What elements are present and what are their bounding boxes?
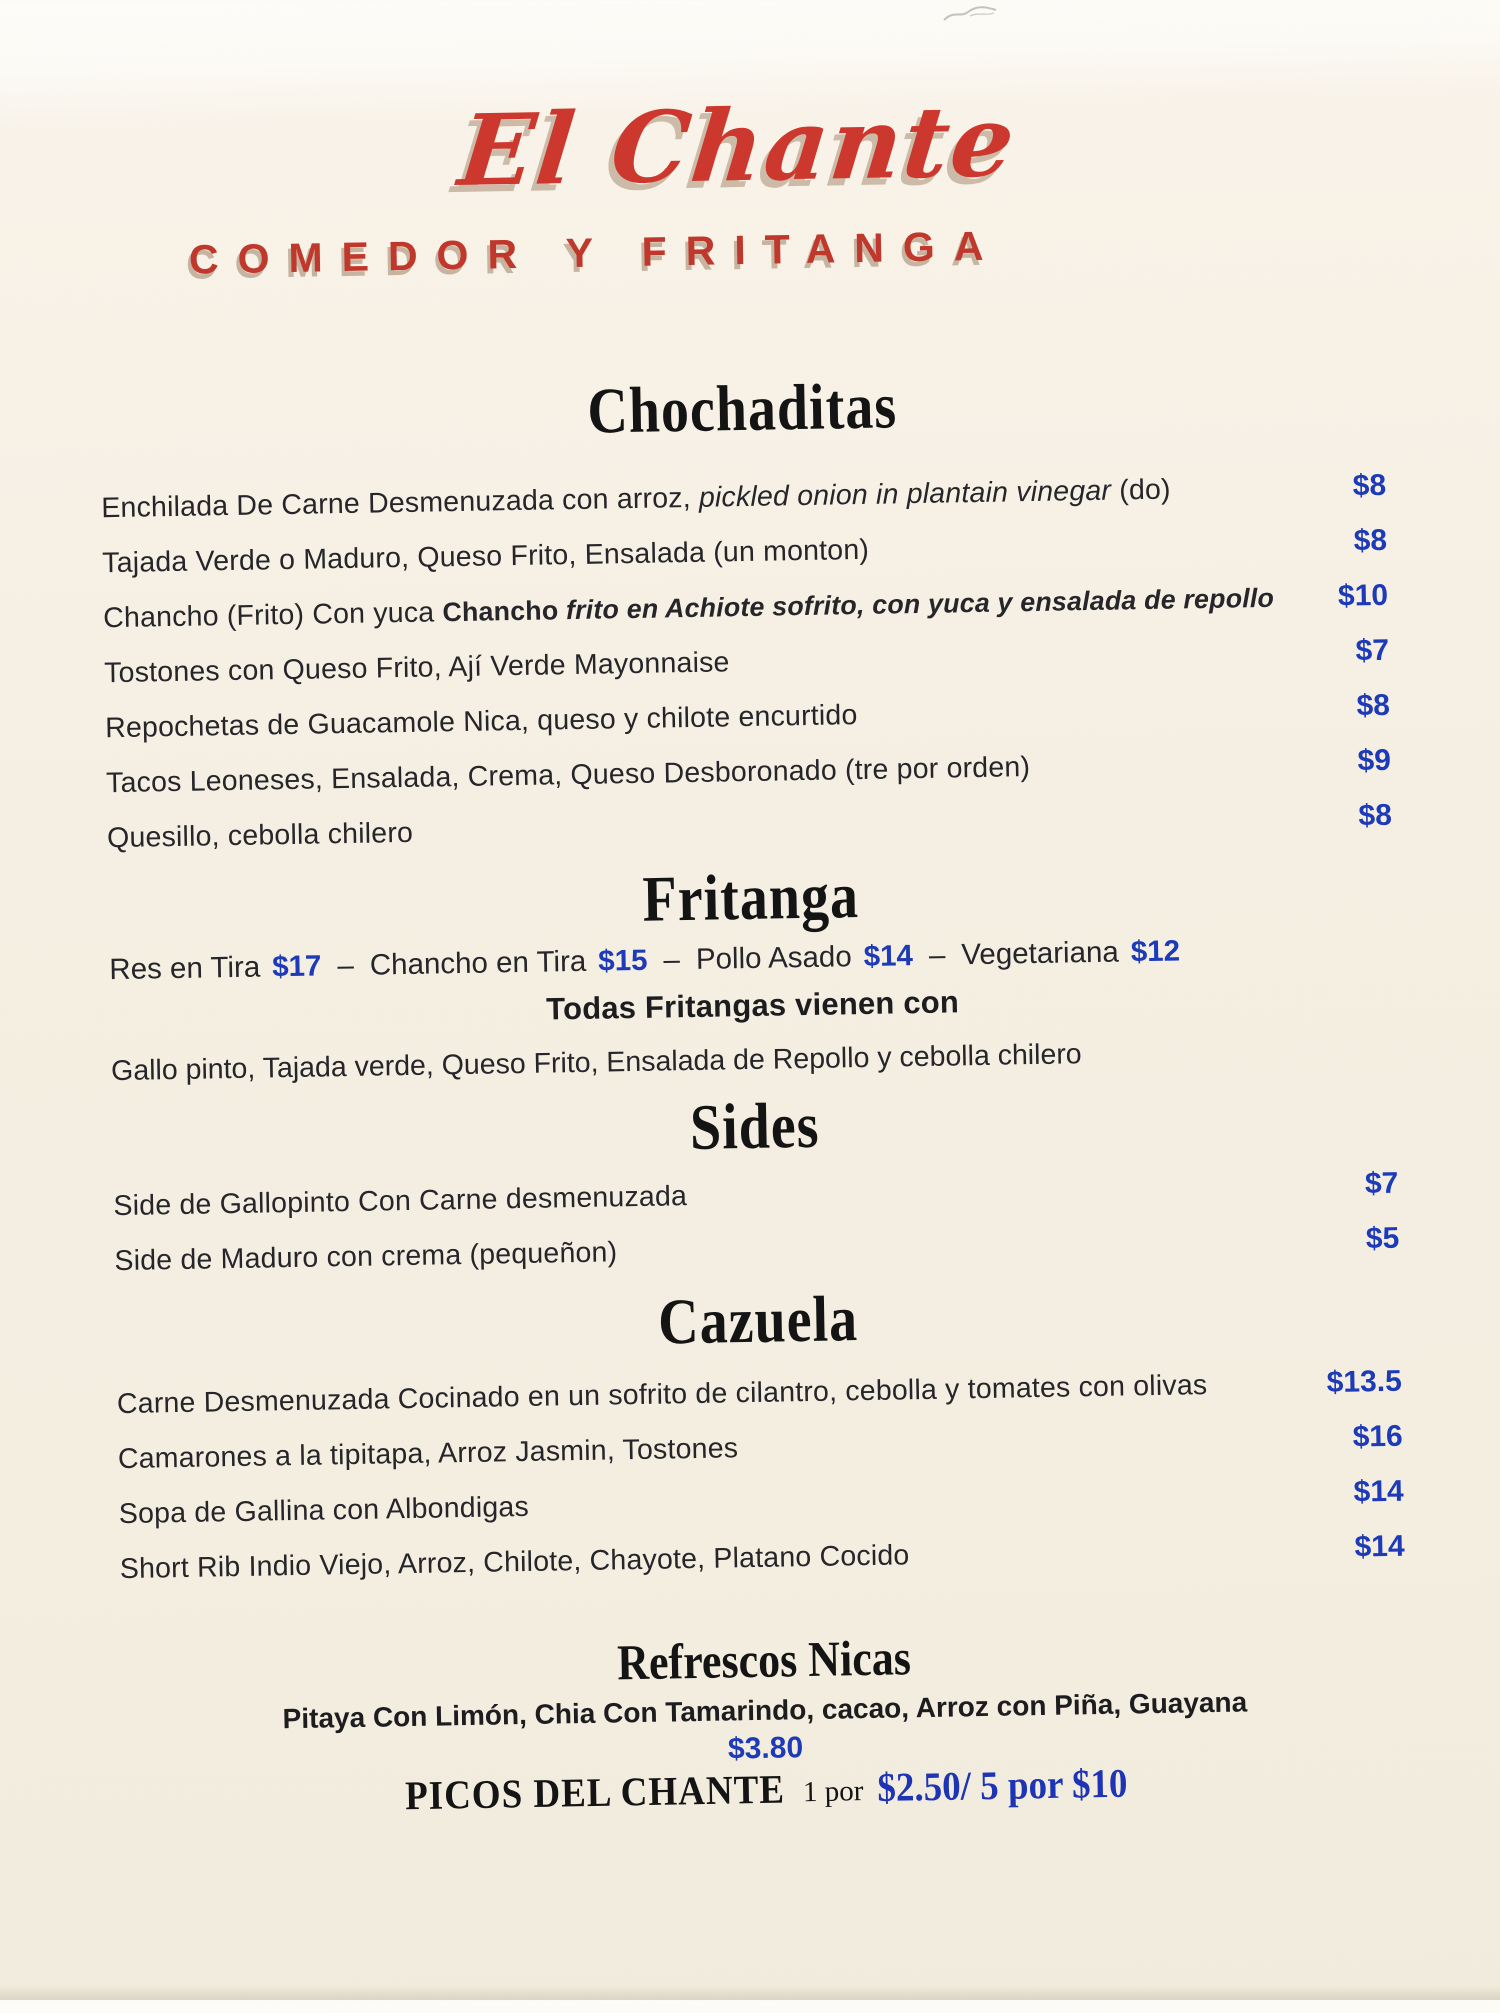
- item-name: Tostones con Queso Frito, Ají Verde Mayonnaise: [103, 646, 730, 690]
- item-name: Sopa de Gallina con Albondigas: [118, 1490, 530, 1530]
- fritanga-option-name: Res en Tira: [109, 950, 261, 987]
- fritanga-option-name: Pollo Asado: [695, 940, 852, 976]
- item-name: Enchilada De Carne Desmenuzada con arroz, pickled onion in plantain vinegar (do): [101, 473, 1171, 525]
- item-price: $8: [1352, 469, 1387, 503]
- item-name: Short Rib Indio Viejo, Arroz, Chilote, Chayote, Platano Cocido: [119, 1539, 910, 1585]
- restaurant-subtitle: COMEDOR Y FRITANGA: [188, 222, 1003, 283]
- item-name: Side de Maduro con crema (pequeñon): [114, 1236, 618, 1278]
- item-name: Side de Gallopinto Con Carne desmenuzada: [113, 1180, 688, 1223]
- fritanga-option-price: $14: [863, 939, 914, 973]
- footer-section: [121, 1625, 1409, 1825]
- fritanga-option-name: Vegetariana: [961, 935, 1120, 972]
- section-chochaditas: [101, 459, 1393, 866]
- item-price: $10: [1337, 579, 1389, 614]
- fritanga-option-price: $17: [271, 949, 322, 984]
- separator-dash: –: [928, 938, 946, 972]
- item-name: Tajada Verde o Maduro, Queso Frito, Ensalada (un monton): [101, 533, 870, 580]
- item-price: $8: [1358, 799, 1393, 833]
- item-name: Repochetas de Guacamole Nica, queso y chilote encurtido: [104, 698, 858, 745]
- section-heading-chochaditas: Chochaditas: [586, 370, 898, 448]
- section-heading-sides: Sides: [689, 1089, 821, 1164]
- item-price: $14: [1354, 1530, 1405, 1564]
- picos-unit-label: 1 por: [802, 1775, 864, 1809]
- refrescos-price: $3.80: [727, 1731, 804, 1766]
- fritanga-option-price: $12: [1130, 934, 1181, 969]
- item-price: $7: [1355, 634, 1390, 668]
- item-name: Camarones a la tipitapa, Arroz Jasmin, Tostones: [117, 1432, 739, 1475]
- item-price: $16: [1352, 1420, 1404, 1454]
- section-sides: [113, 1157, 1400, 1289]
- fritanga-includes-title: Todas Fritangas vienen con: [545, 984, 960, 1027]
- separator-dash: –: [663, 943, 681, 977]
- restaurant-title: El Chante: [453, 84, 1022, 210]
- refrescos-flavors: Pitaya Con Limón, Chia Con Tamarindo, cacao, Arroz con Piña, Guayana: [282, 1686, 1248, 1735]
- separator-dash: –: [337, 948, 355, 983]
- item-price: $8: [1356, 689, 1391, 723]
- section-heading-cazuela: Cazuela: [657, 1283, 859, 1359]
- refrescos-heading: Refrescos Nicas: [616, 1629, 912, 1691]
- item-price: $7: [1364, 1167, 1399, 1201]
- picos-deal-price: $2.50/ 5 por $10: [876, 1761, 1128, 1811]
- item-price: $8: [1353, 524, 1388, 558]
- fritanga-option-name: Chancho en Tira: [369, 944, 587, 982]
- fritanga-option-price: $15: [597, 943, 648, 978]
- section-heading-fritanga: Fritanga: [641, 860, 860, 936]
- item-name: Carne Desmenuzada Cocinado en un sofrito de cilantro, cebolla y tomates con olivas: [116, 1368, 1208, 1420]
- item-price: $5: [1365, 1222, 1400, 1256]
- item-price: $9: [1357, 744, 1392, 778]
- item-price: $14: [1353, 1475, 1404, 1509]
- item-price: $13.5: [1326, 1365, 1403, 1400]
- item-name: Tacos Leoneses, Ensalada, Crema, Queso Desboronado (tre por orden): [105, 750, 1031, 800]
- section-cazuela: [116, 1355, 1405, 1597]
- picos-title: PICOS DEL CHANTE: [404, 1767, 786, 1820]
- item-name: Quesillo, cebolla chilero: [106, 816, 414, 855]
- fritanga-includes-list: Gallo pinto, Tajada verde, Queso Frito, Ensalada de Repollo y cebolla chilero: [110, 1038, 1082, 1088]
- item-name: Chancho (Frito) Con yuca Chancho frito en Achiote sofrito, con yuca y ensalada de repollo: [102, 582, 1275, 635]
